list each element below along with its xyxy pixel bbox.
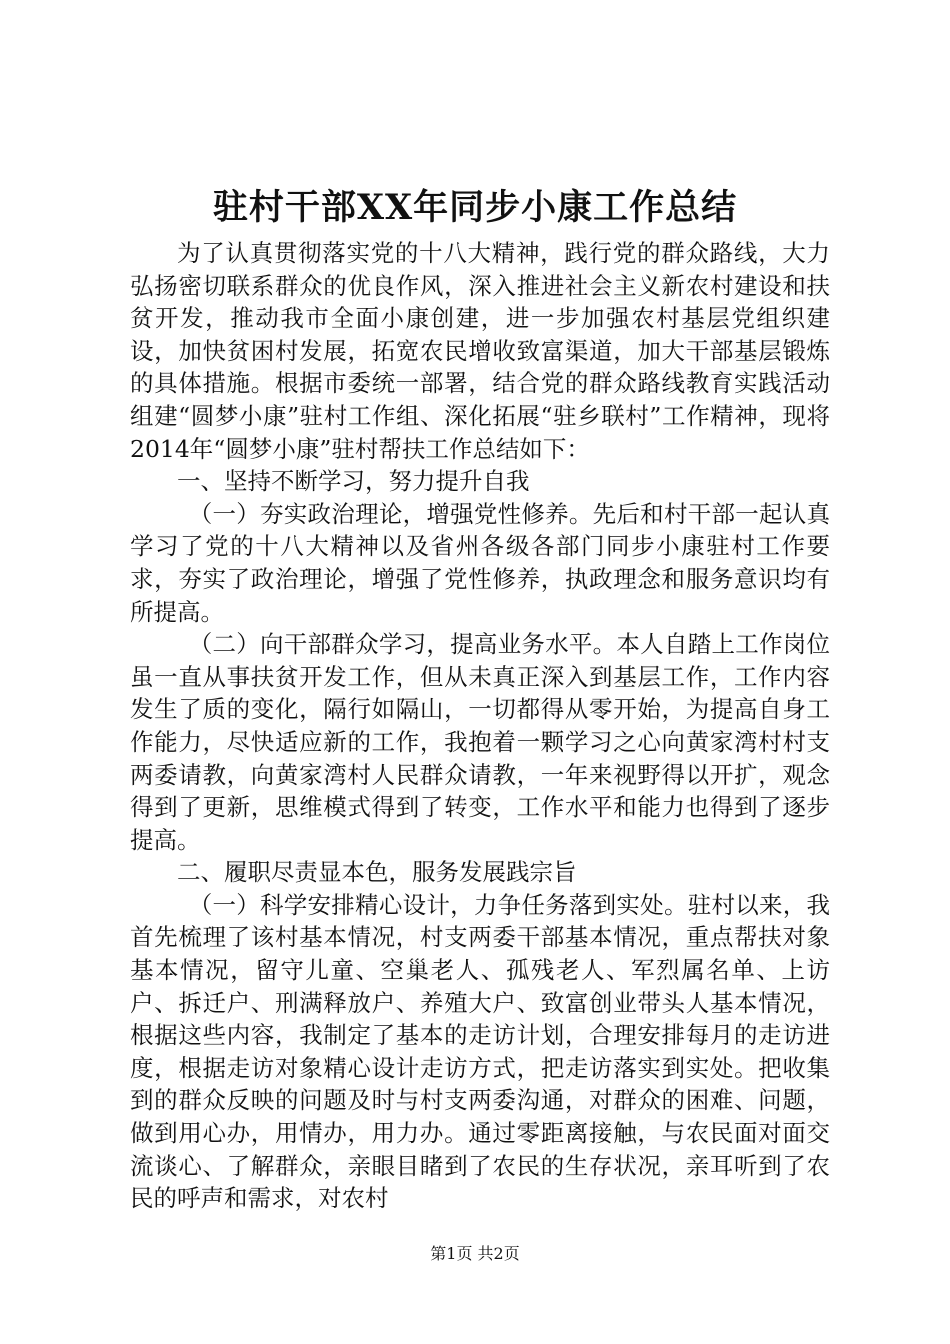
paragraph-2-1: （一）科学安排精心设计，力争任务落到实处。驻村以来，我首先梳理了该村基本情况，村支两委干部基本情况，重点帮扶对象基本情况，留守儿童、空巢老人、孤残老人、军烈属名单、上访户、拆迁户、刑满释放户、养殖大户、致富创业带头人基本情况，根据这些内容，我制定了基本的走访计划，合理安排每月的走访进度，根据走访对象精心设计走访方式，把走访落实到实处。把收集到的群众反映的问题及时与村支两委沟通，对群众的困难、问题，做到用心办，用情办，用力办。通过零距离接触，与农民面对面交流谈心、了解群众，亲眼目睹到了农民的生存状况，亲耳听到了农民的呼声和需求，对农村 [130, 890, 830, 1213]
document-body [130, 237, 830, 1215]
paragraph-1-2: （二）向干部群众学习，提高业务水平。本人自踏上工作岗位虽一直从事扶贫开发工作，但从未真正深入到基层工作，工作内容发生了质的变化，隔行如隔山，一切都得从零开始，为提高自身工作能力，尽快适应新的工作，我抱着一颗学习之心向黄家湾村村支两委请教，向黄家湾村人民群众请教，一年来视野得以开扩，观念得到了更新，思维模式得到了转变，工作水平和能力也得到了逐步提高。 [130, 630, 830, 854]
section-heading-1: 一、坚持不断学习，努力提升自我 [177, 467, 530, 496]
paragraph-intro: 为了认真贯彻落实党的十八大精神，践行党的群众路线，大力弘扬密切联系群众的优良作风，深入推进社会主义新农村建设和扶贫开发，推动我市全面小康创建，进一步加强农村基层党组织建设，加快贫困村发展，拓宽农民增收致富渠道，加大干部基层锻炼的具体措施。根据市委统一部署，结合党的群众路线教育实践活动组建“圆梦小康”驻村工作组、深化拓展“驻乡联村”工作精神，现将2014年“圆梦小康”驻村帮扶工作总结如下： [130, 239, 830, 463]
paragraph-1-1: （一）夯实政治理论，增强党性修养。先后和村干部一起认真学习了党的十八大精神以及省州各级各部门同步小康驻村工作要求，夯实了政治理论，增强了党性修养，执政理念和服务意识均有所提高。 [130, 499, 830, 626]
section-heading-2: 二、履职尽责显本色，服务发展践宗旨 [177, 858, 577, 887]
document-title: 驻村干部XX年同步小康工作总结 [212, 187, 738, 228]
page-footer: 第1页 共2页 [430, 1244, 520, 1263]
